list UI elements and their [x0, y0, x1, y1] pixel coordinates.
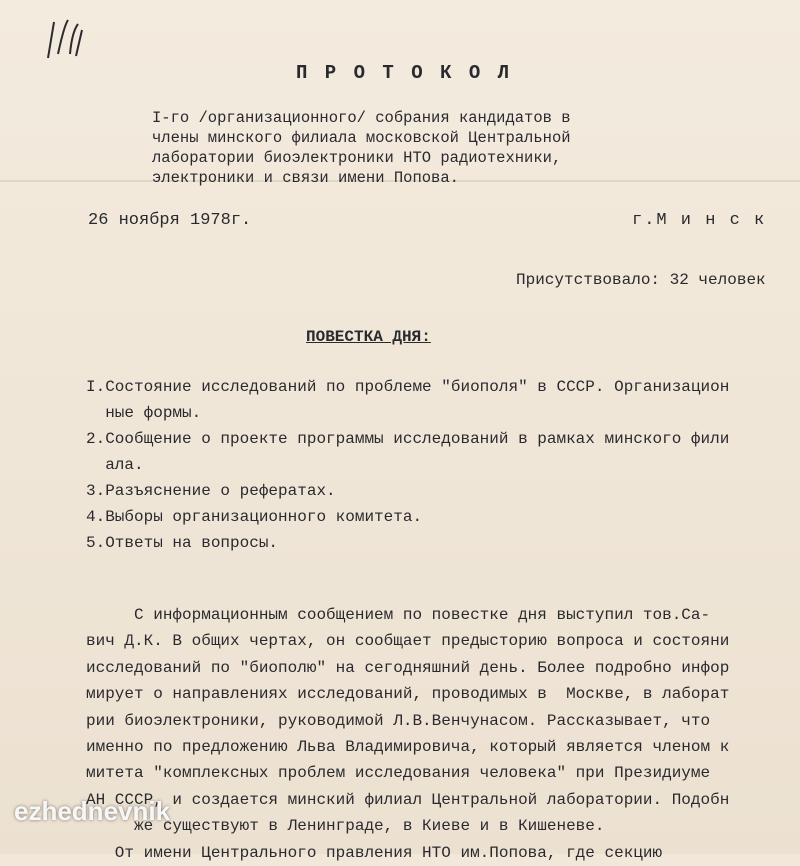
- body-line: именно по предложению Льва Владимировича, который является членом к: [86, 738, 730, 757]
- body-paragraph: [86, 602, 798, 866]
- subtitle-line: лаборатории биоэлектроники НТО радиотехники,: [152, 149, 562, 167]
- agenda-item: I.Состояние исследований по проблеме "биополя" в СССР. Организацион: [86, 378, 730, 396]
- attendance-count: Присутствовало: 32 человек: [516, 271, 766, 289]
- body-line: мирует о направлениях исследований, проводимых в Москве, в лаборат: [86, 685, 730, 704]
- agenda-list: [86, 374, 798, 556]
- body-line: вич Д.К. В общих чертах, он сообщает предысторию вопроса и состояни: [86, 632, 730, 651]
- agenda-item: 3.Разъяснение о рефератах.: [86, 482, 336, 500]
- handwritten-mark: [40, 14, 90, 64]
- agenda-item: 2.Сообщение о проекте программы исследований в рамках минского фили: [86, 430, 730, 448]
- agenda-item: 5.Ответы на вопросы.: [86, 534, 279, 552]
- agenda-item: ные формы.: [86, 404, 202, 422]
- body-line: же существуют в Ленинграде, в Киеве и в Кишеневе.: [86, 817, 605, 836]
- body-line: АН СССР, и создается минский филиал Центральной лаборатории. Подобн: [86, 790, 730, 809]
- body-line: исследований по "биополю" на сегодняшний день. Более подробно инфор: [86, 658, 730, 677]
- body-line: С информационным сообщением по повестке дня выступил тов.Са-: [86, 606, 711, 624]
- subtitle-line: члены минского филиала московской Центральной: [152, 129, 571, 147]
- meeting-date: 26 ноября 1978г.: [88, 211, 252, 230]
- body-line: рии биоэлектроники, руководимой Л.В.Венчунасом. Рассказывает, что: [86, 711, 711, 730]
- agenda-heading: ПОВЕСТКА ДНЯ:: [306, 328, 431, 346]
- subtitle-line: электроники и связи имени Попова.: [152, 169, 459, 187]
- meeting-city: г.М и н с к: [632, 211, 767, 230]
- watermark-logo: ezhednevnik: [14, 796, 171, 826]
- document-subtitle: [152, 108, 632, 188]
- body-line: митета "комплексных проблем исследования человека" при Президиуме: [86, 764, 711, 783]
- agenda-item: 4.Выборы организационного комитета.: [86, 508, 423, 526]
- subtitle-line: I-го /организационного/ собрания кандидатов в: [152, 109, 571, 127]
- body-line: От имени Центрального правления НТО им.Попова, где секцию: [86, 843, 663, 862]
- agenda-item: ала.: [86, 456, 144, 474]
- document-title: П Р О Т О К О Л: [296, 62, 513, 84]
